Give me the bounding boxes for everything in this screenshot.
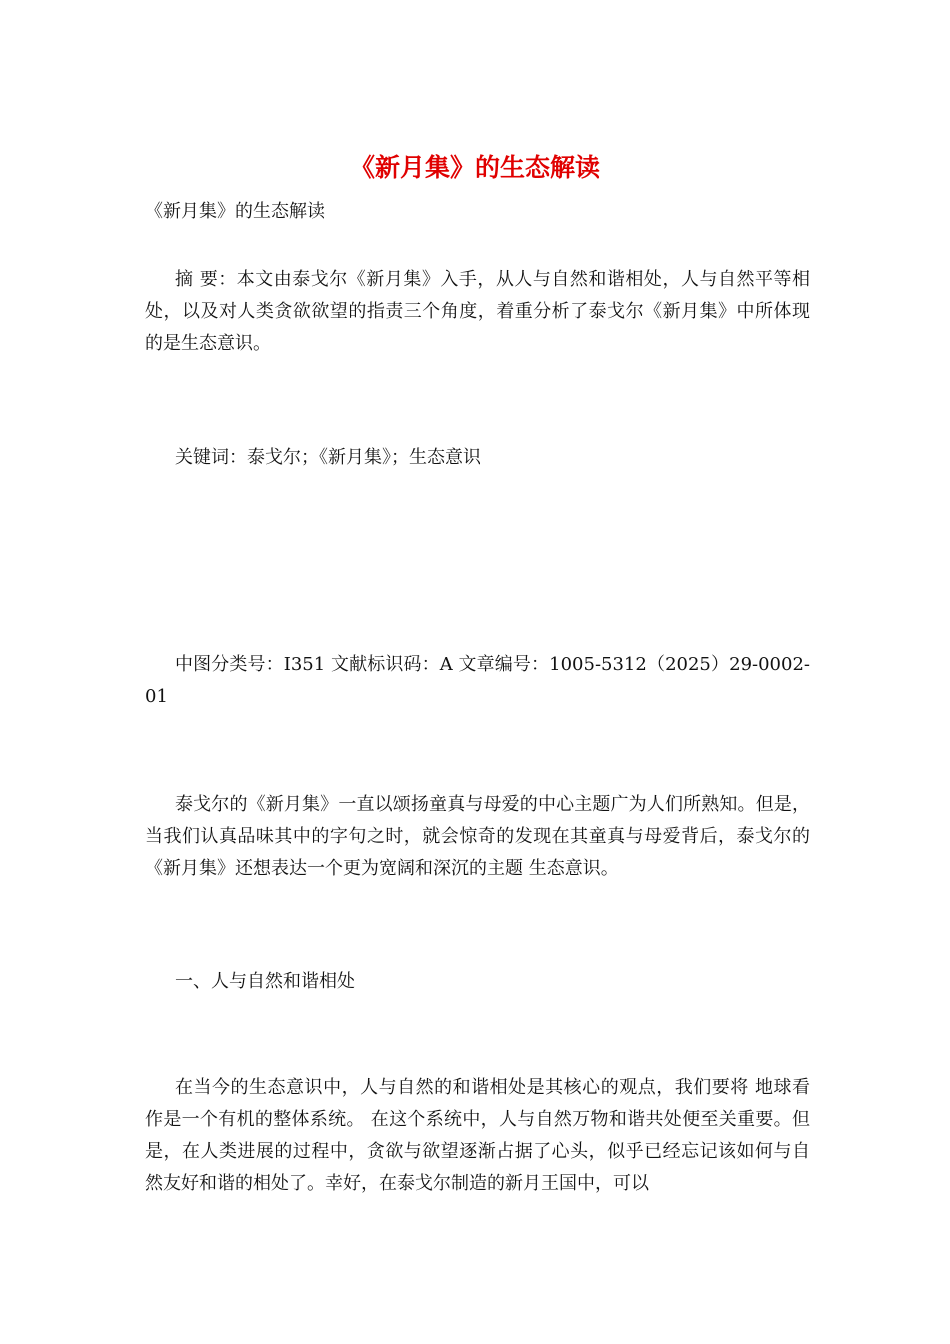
intro-paragraph: 泰戈尔的《新月集》一直以颂扬童真与母爱的中心主题广为人们所熟知。但是，当我们认真品味其中的字句之时，就会惊奇的发现在其童真与母爱背后，泰戈尔的《新月集》还想表达一个更为宽阔和深沉的主题 生态意识。 bbox=[145, 794, 810, 879]
keywords-line: 关键词：泰戈尔；《新月集》；生态意识 bbox=[175, 447, 481, 468]
abstract-paragraph: 摘 要：本文由泰戈尔《新月集》入手，从人与自然和谐相处，人与自然平等相处，以及对人类贪欲欲望的指责三个角度，着重分析了泰戈尔《新月集》中所体现的是生态意识。 bbox=[145, 269, 810, 354]
section-heading-1: 一、人与自然和谐相处 bbox=[175, 971, 355, 992]
document-title: 《新月集》的生态解读 bbox=[349, 153, 600, 182]
section-1-paragraph: 在当今的生态意识中，人与自然的和谐相处是其核心的观点，我们要将 地球看作是一个有机的整体系统。 在这个系统中，人与自然万物和谐共处便至关重要。但是，在人类进展的过程中，贪欲与欲望逐渐占据了心头，似乎已经忘记该如何与自然友好和谐的相处了。幸好，在泰戈尔制造的新月王国中，可以 bbox=[145, 1077, 810, 1194]
document-subtitle: 《新月集》的生态解读 bbox=[145, 201, 325, 222]
classification-line: 中图分类号：I351 文献标识码：A 文章编号：1005-5312（2025）29-0002-01 bbox=[145, 654, 810, 707]
